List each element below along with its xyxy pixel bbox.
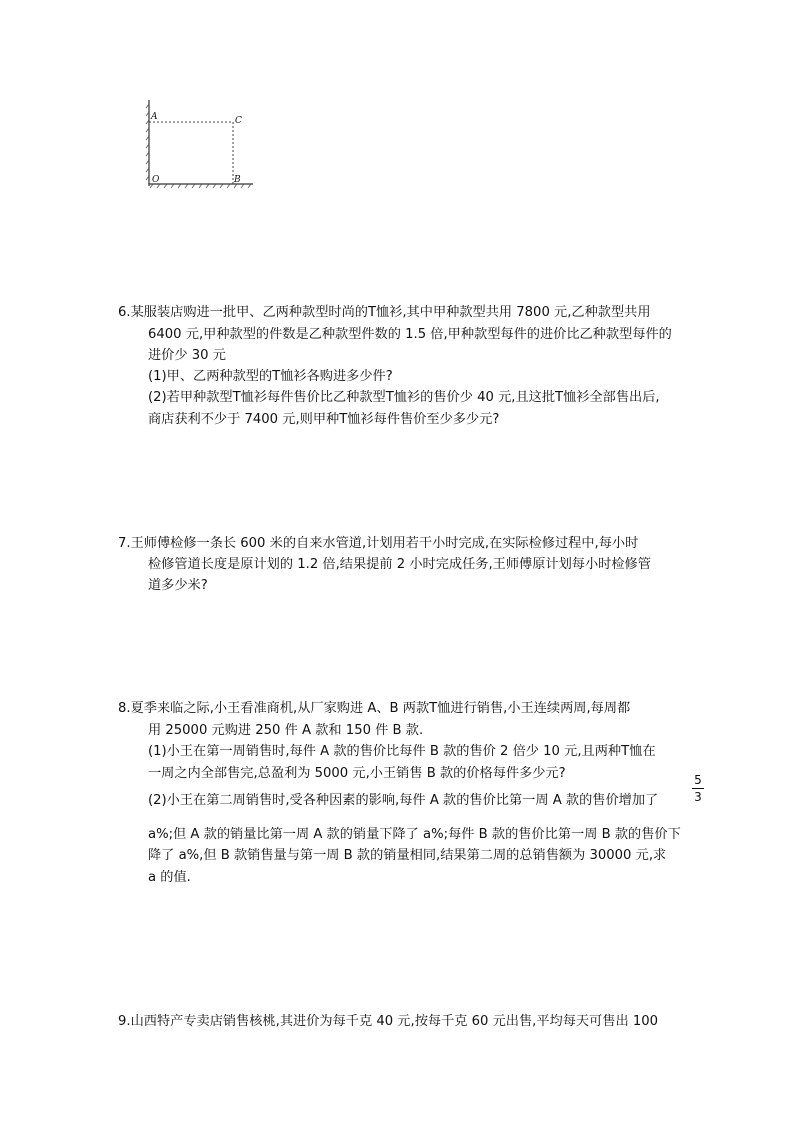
q7-line: 道多少米? — [148, 578, 208, 593]
geometry-diagram — [141, 98, 261, 198]
fraction-numerator: 5 — [694, 773, 702, 787]
q6-line: 6.某服装店购进一批甲、乙两种款型时尚的T恤衫,其中甲种款型共用 7800 元,乙种款型共用 — [118, 305, 651, 320]
fraction-bar — [692, 788, 704, 789]
q8-line: (1)小王在第一周销售时,每件 A 款的售价比每件 B 款的售价 2 倍少 10 元,且两种T恤在 — [148, 744, 656, 759]
q8-line: 8.夏季来临之际,小王看准商机,从厂家购进 A、B 两款T恤进行销售,小王连续两周,每周都 — [118, 701, 631, 716]
q8-line: 一周之内全部售完,总盈利为 5000 元,小王销售 B 款的价格每件多少元? — [148, 766, 566, 781]
q8-line: a 的值. — [148, 870, 191, 885]
q8-line: 用 25000 元购进 250 件 A 款和 150 件 B 款. — [148, 723, 424, 738]
fraction-five-thirds — [692, 774, 704, 803]
q6-line: 商店获利不少于 7400 元,则甲种T恤衫每件售价至少多少元? — [148, 412, 500, 427]
q6-line: 进价少 30 元 — [148, 348, 226, 363]
q7-line: 7.王师傅检修一条长 600 米的自来水管道,计划用若干小时完成,在实际检修过程中,每小时 — [118, 536, 639, 551]
q6-line: (1)甲、乙两种款型的T恤衫各购进多少件? — [148, 369, 393, 384]
point-label-c: C — [235, 116, 242, 126]
q8-line: 降了 a%,但 B 款销售量与第一周 B 款的销量相同,结果第二周的总销售额为 30000 元,求 — [148, 848, 667, 863]
q8-line: a%;但 A 款的销量比第一周 A 款的销量下降了 a%;每件 B 款的售价比第一周 B 款的售价下 — [148, 827, 681, 842]
q7-line: 检修管道长度是原计划的 1.2 倍,结果提前 2 小时完成任务,王师傅原计划每小时检修管 — [148, 557, 651, 572]
q9-line: 9.山西特产专卖店销售核桃,其进价为每千克 40 元,按每千克 60 元出售,平均每天可售出 100 — [118, 1014, 659, 1029]
point-label-b: B — [234, 175, 241, 185]
q6-line: (2)若甲种款型T恤衫每件售价比乙种款型T恤衫的售价少 40 元,且这批T恤衫全部售出后, — [148, 390, 660, 405]
fraction-denominator: 3 — [694, 790, 702, 804]
point-label-o: O — [152, 175, 160, 185]
point-label-a: A — [151, 112, 158, 122]
q6-line: 6400 元,甲种款型的件数是乙种款型件数的 1.5 倍,甲种款型每件的进价比乙种款型每件的 — [148, 327, 672, 342]
q8-line: (2)小王在第二周销售时,受各种因素的影响,每件 A 款的售价比第一周 A 款的售价增加了 — [148, 793, 659, 808]
